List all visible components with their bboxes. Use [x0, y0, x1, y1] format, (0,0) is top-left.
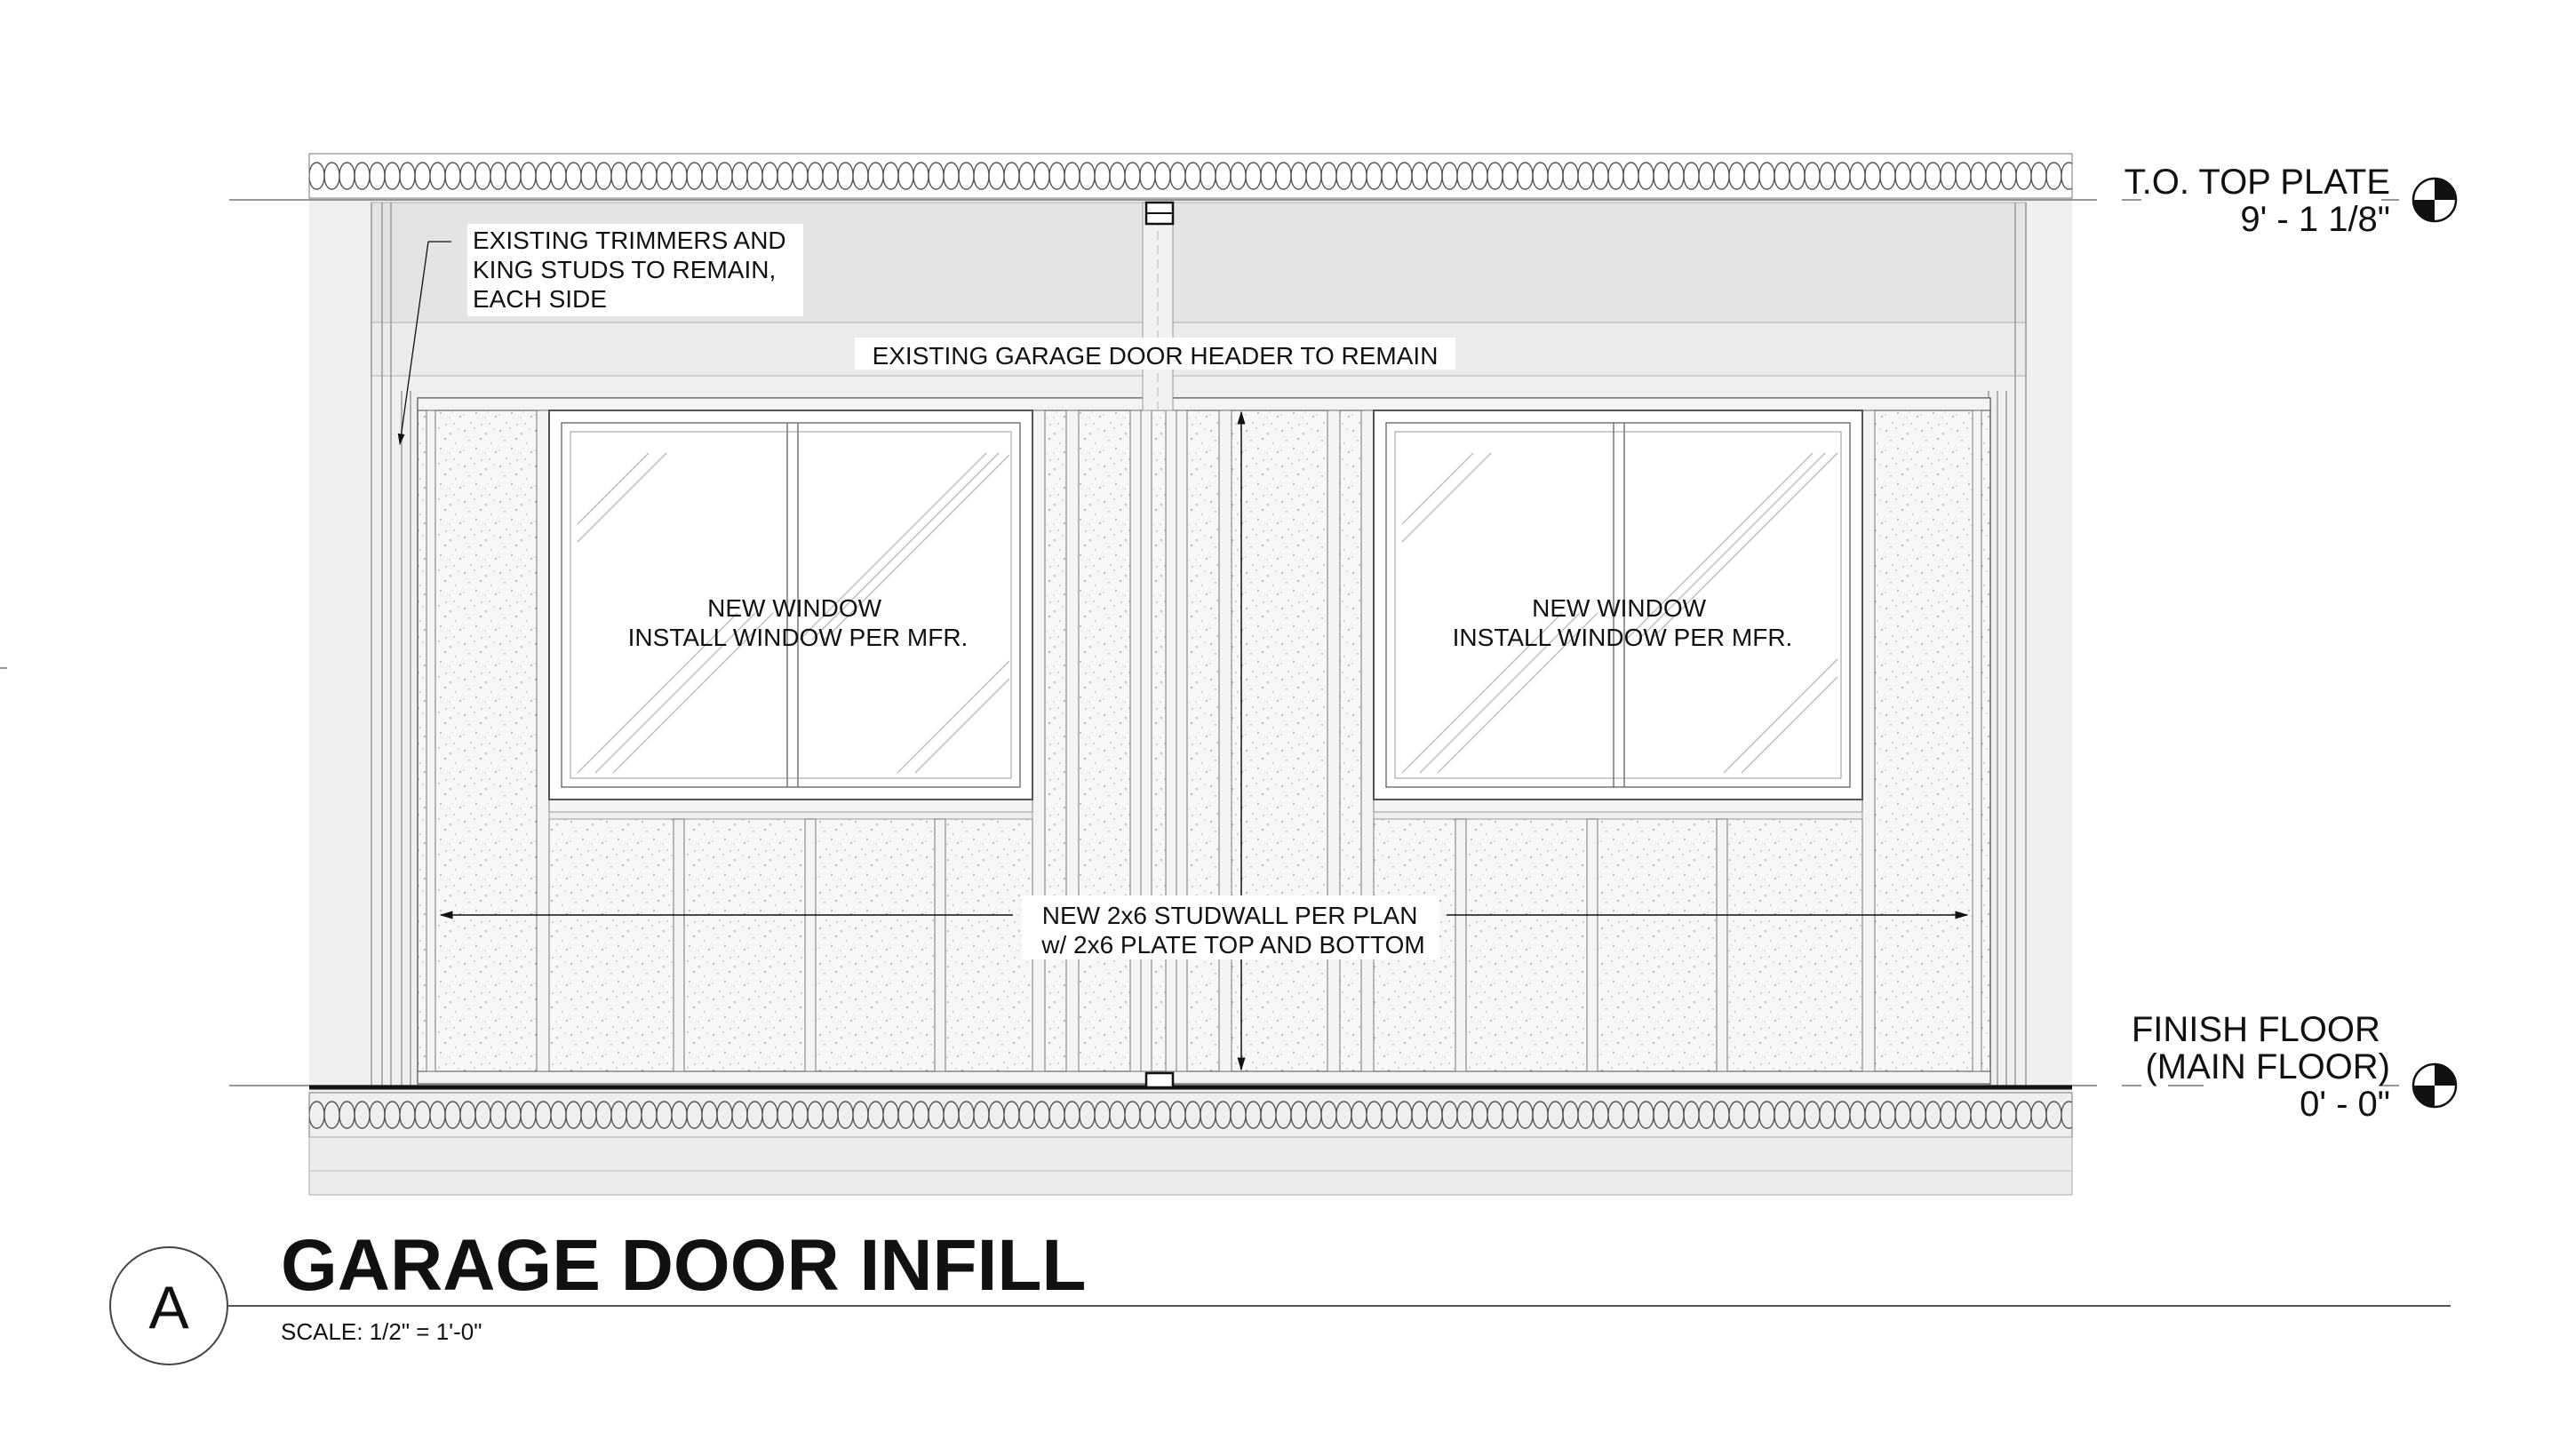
- title-block: [110, 1225, 2451, 1365]
- finish-floor-level-name: FINISH FLOOR (MAIN FLOOR): [2131, 1010, 2390, 1086]
- drawing-scale: SCALE: 1/2" = 1'-0": [281, 1318, 482, 1345]
- drawing-title: GARAGE DOOR INFILL: [281, 1225, 1087, 1306]
- top-plate-elevation: 9' - 1 1/8": [2240, 200, 2390, 239]
- view-tag: A: [148, 1274, 189, 1341]
- finish-floor-elevation: 0' - 0": [2300, 1085, 2390, 1124]
- finish-floor-level-target-icon: [2413, 1064, 2456, 1107]
- header-note: EXISTING GARAGE DOOR HEADER TO REMAIN: [872, 342, 1439, 370]
- top-plate-level-target-icon: [2413, 179, 2456, 221]
- top-plate-level: [2125, 163, 2456, 239]
- finish-floor-level-line: [229, 1086, 2399, 1087]
- top-plate-level-name: T.O. TOP PLATE: [2124, 163, 2390, 202]
- top-center-marker: [1146, 203, 1173, 224]
- bottom-center-marker: [1146, 1073, 1173, 1087]
- left-window-note: NEW WINDOW INSTALL WINDOW PER MFR.: [627, 594, 969, 651]
- floor-insulation: [309, 1093, 2072, 1195]
- right-window-note: NEW WINDOW INSTALL WINDOW PER MFR.: [1452, 594, 1793, 651]
- top-insulation: [309, 154, 2072, 198]
- finish-floor-level: [2132, 1010, 2456, 1124]
- studwall-note: NEW 2x6 STUDWALL PER PLAN w/ 2x6 PLATE TOP AND BOTTOM: [1041, 902, 1425, 959]
- trimmers-note: EXISTING TRIMMERS AND KING STUDS TO REMAIN, EACH SIDE: [473, 227, 786, 313]
